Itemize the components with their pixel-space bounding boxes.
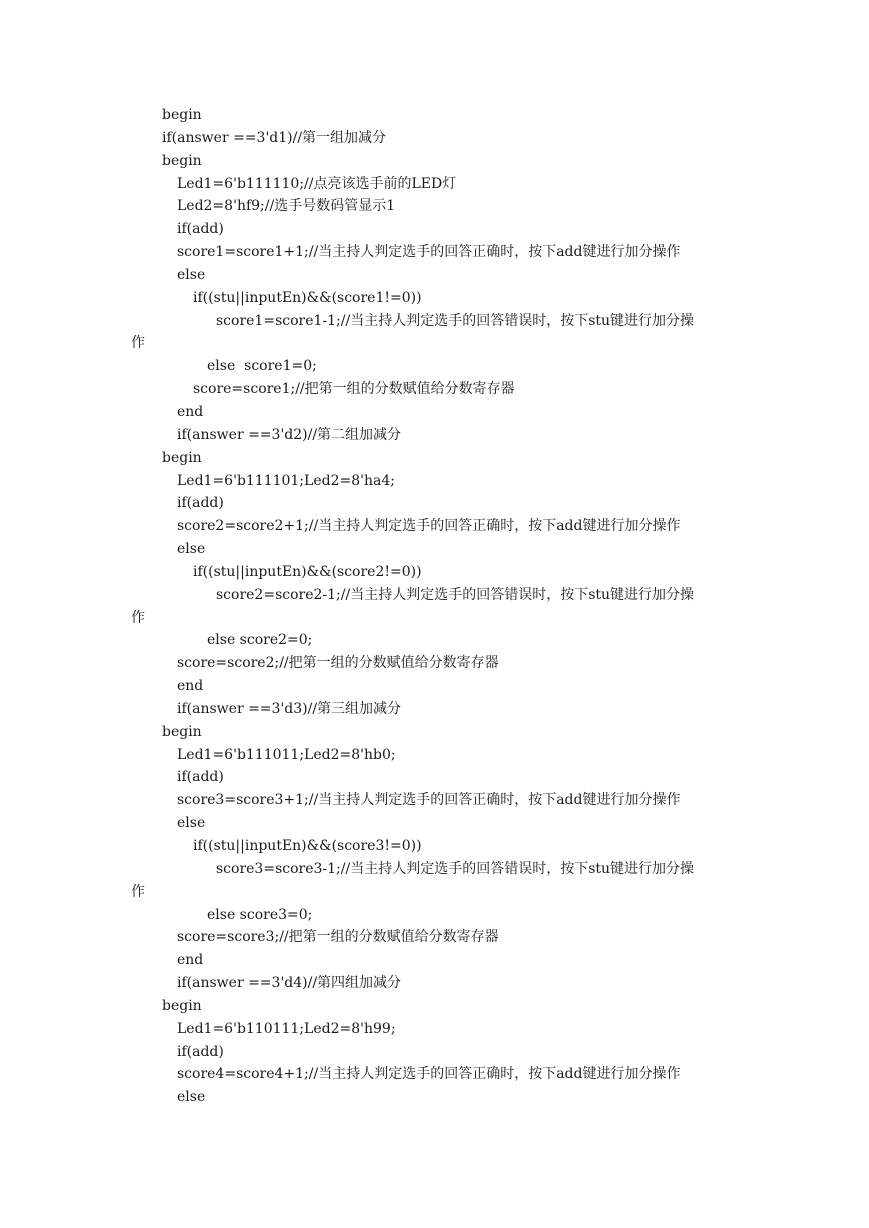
code-line: begin xyxy=(162,152,202,169)
code-line: end xyxy=(177,403,204,420)
code-line: if(add) xyxy=(177,769,224,786)
code-line-wrap: 作 xyxy=(131,609,145,626)
code-line: score1=score1-1;//当主持人判定选手的回答错误时，按下stu键进行加分操 xyxy=(216,312,695,329)
code-line: score=score1;//把第一组的分数赋值给分数寄存器 xyxy=(193,381,515,398)
code-line: if(answer ==3'd4)//第四组加减分 xyxy=(177,975,402,992)
code-line: score4=score4+1;//当主持人判定选手的回答正确时，按下add键进行加分操作 xyxy=(177,1066,681,1083)
code-line: if(answer ==3'd2)//第二组加减分 xyxy=(177,426,402,443)
code-line: else score2=0; xyxy=(207,632,313,649)
code-line: score=score2;//把第一组的分数赋值给分数寄存器 xyxy=(177,655,499,672)
code-line: else score3=0; xyxy=(207,906,313,923)
code-line: if((stu||inputEn)&&(score2!=0)) xyxy=(193,563,422,580)
code-line: Led1=6'b111101;Led2=8'ha4; xyxy=(177,472,395,489)
code-line-wrap: 作 xyxy=(131,883,145,900)
code-line: else score1=0; xyxy=(207,358,317,375)
code-line: if(add) xyxy=(177,495,224,512)
code-line: Led2=8'hf9;//选手号数码管显示1 xyxy=(177,198,396,215)
code-line: begin xyxy=(162,107,202,123)
code-line: score2=score2+1;//当主持人判定选手的回答正确时，按下add键进行加分操作 xyxy=(177,518,681,535)
code-line: if((stu||inputEn)&&(score1!=0)) xyxy=(193,289,422,306)
code-line: score3=score3+1;//当主持人判定选手的回答正确时，按下add键进行加分操作 xyxy=(177,792,681,809)
code-line: score=score3;//把第一组的分数赋值给分数寄存器 xyxy=(177,929,499,946)
code-line: else xyxy=(177,815,206,832)
code-line: Led1=6'b111110;//点亮该选手前的LED灯 xyxy=(177,175,457,192)
code-line: if(add) xyxy=(177,221,224,238)
code-line-wrap: 作 xyxy=(131,335,145,352)
code-line: else xyxy=(177,266,206,283)
code-line: begin xyxy=(162,449,202,466)
code-line: if(answer ==3'd3)//第三组加减分 xyxy=(177,700,402,717)
code-line: else xyxy=(177,1089,206,1106)
code-line: else xyxy=(177,541,206,558)
code-line: Led1=6'b110111;Led2=8'h99; xyxy=(177,1020,396,1037)
code-line: begin xyxy=(162,997,202,1014)
code-line: if(add) xyxy=(177,1043,224,1060)
code-line: score3=score3-1;//当主持人判定选手的回答错误时，按下stu键进行加分操 xyxy=(216,860,695,877)
code-line: if((stu||inputEn)&&(score3!=0)) xyxy=(193,838,422,854)
code-line: end xyxy=(177,952,204,969)
code-line: begin xyxy=(162,723,202,740)
code-line: Led1=6'b111011;Led2=8'hb0; xyxy=(177,746,396,763)
code-line: end xyxy=(177,678,204,695)
code-line: score2=score2-1;//当主持人判定选手的回答错误时，按下stu键进行加分操 xyxy=(216,586,695,603)
code-line: score1=score1+1;//当主持人判定选手的回答正确时，按下add键进行加分操作 xyxy=(177,244,681,261)
code-line: if(answer ==3'd1)//第一组加减分 xyxy=(162,129,387,146)
code-listing xyxy=(0,104,869,1109)
